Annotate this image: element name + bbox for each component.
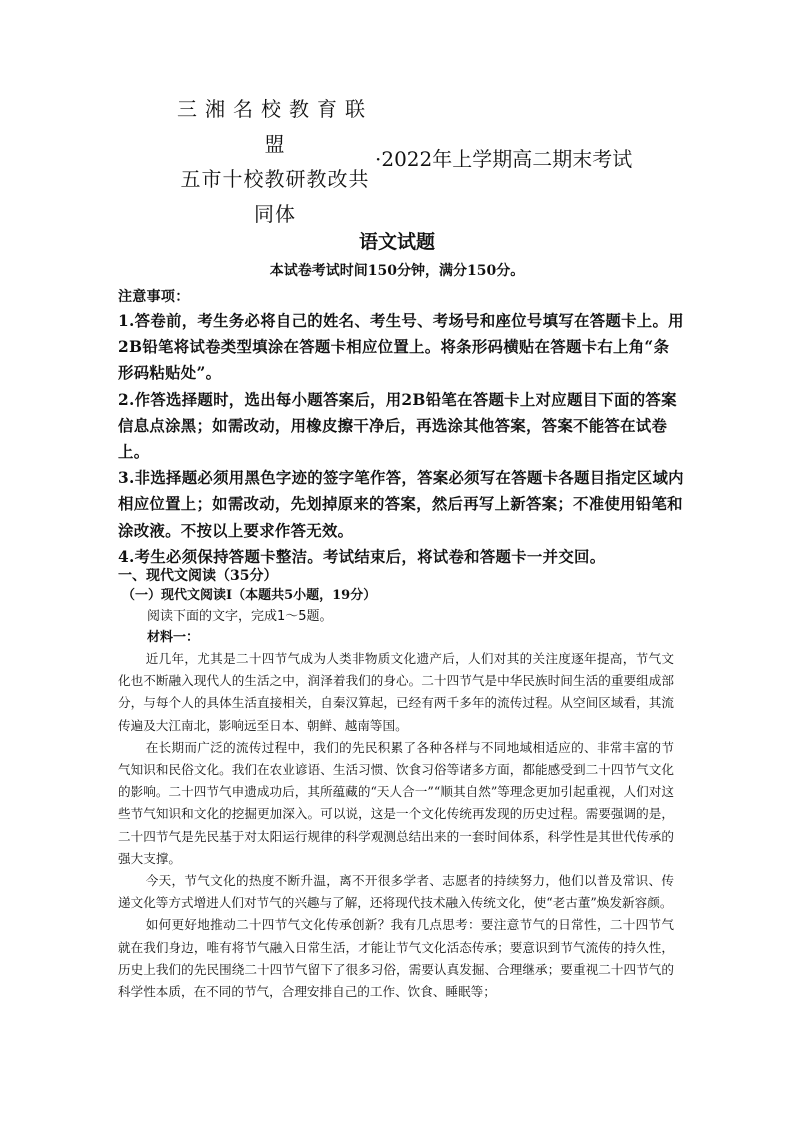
article-paragraph-1: 近几年，尤其是二十四节气成为人类非物质文化遗产后，人们对其的关注度逐年提高，节气文化也不断融入现代人的生活之中，润泽着我们的身心。二十四节气是中华民族时间生活的重要组成部分，与每个人的具体生活直接相关，自秦汉算起，已经有两千多年的流传过程。从空间区域看，其流传遍及大江南北，影响远至日本、朝鲜、越南等国。 [118,651,674,733]
article-body [118,648,674,1003]
notice-item-1: 1.答卷前，考生务必将自己的姓名、考生号、考场号和座位号填写在答题卡上。用2B铅笔将试卷类型填涂在答题卡相应位置上。将条形码横贴在答题卡右上角“条形码粘贴处”。 [118,312,684,383]
notice-item-2: 2.作答选择题时，选出每小题答案后，用2B铅笔在答题卡上对应题目下面的答案信息点涂黑；如需改动，用橡皮擦干净后，再选涂其他答案，答案不能答在试卷上。 [118,390,677,462]
organizer-line-3: 五市十校教研教改共 [180,167,370,191]
exam-time-note: 本试卷考试时间150分钟，满分150分。 [269,263,525,279]
material-label: 材料一： [147,630,200,645]
organizer-line-2: 盟 [264,132,286,156]
section-title: 一、现代文阅读（35分） [118,568,278,584]
article-paragraph-2: 在长期而广泛的流传过程中，我们的先民积累了各种各样与不同地域相适应的、非常丰富的节气知识和民俗文化。我们在农业谚语、生活习惯、饮食习俗等诸多方面，都能感受到二十四节气文化的影响。二十四节气申遗成功后，其所蕴藏的“天人合一”“顺其自然”等理念更加引起重视，人们对这些节气知识和文化的挖掘更加深入。可以说，这是一个文化传统再发现的历史过程。需要强调的是，二十四节气是先民基于对太阳运行规律的科学观测总结出来的一套时间体系，科学性是其世代传承的强大支撑。 [118,739,674,866]
notice-item-4: 4.考生必须保持答题卡整洁。考试结束后，将试卷和答题卡一并交回。 [118,547,606,566]
reading-instruction: 阅读下面的文字，完成1～5题。 [147,609,333,624]
notice-item-3: 3.非选择题必须用黑色字迹的签字笔作答，答案必须写在答题卡各题目指定区域内相应位置上；如需改动，先划掉原来的答案，然后再写上新答案；不准使用铅笔和涂改液。不按以上要求作答无效。 [118,469,684,540]
exam-title: ·2022年上学期高二期末考试 [375,147,633,171]
organizer-line-4: 同体 [254,202,296,226]
article-paragraph-4: 如何更好地推动二十四节气文化传承创新？我有几点思考：要注意节气的日常性，二十四节气就在我们身边，唯有将节气融入日常生活，才能让节气文化活态传承；要意识到节气流传的持久性，历史上我们的先民围绕二十四节气留下了很多习俗，需要认真发掘、合理继承；要重视二十四节气的科学性本质，在不同的节气，合理安排自己的工作、饮食、睡眠等； [118,917,674,1000]
organizer-block [170,92,380,232]
organizer-line-1: 三湘名校教育联 [177,97,373,121]
exam-header [160,92,700,227]
notice-heading: 注意事项： [118,289,190,305]
subject-title: 语文试题 [358,231,435,253]
subsection-title: （一）现代文阅读Ⅰ（本题共5小题，19分） [122,588,377,603]
article-paragraph-3: 今天，节气文化的热度不断升温，离不开很多学者、志愿者的持续努力，他们以普及常识、传递文化等方式增进人们对节气的兴趣与了解，还将现代技术融入传统文化，使“老古董”焕发新容颜。 [118,873,674,911]
notice-block [118,286,684,570]
